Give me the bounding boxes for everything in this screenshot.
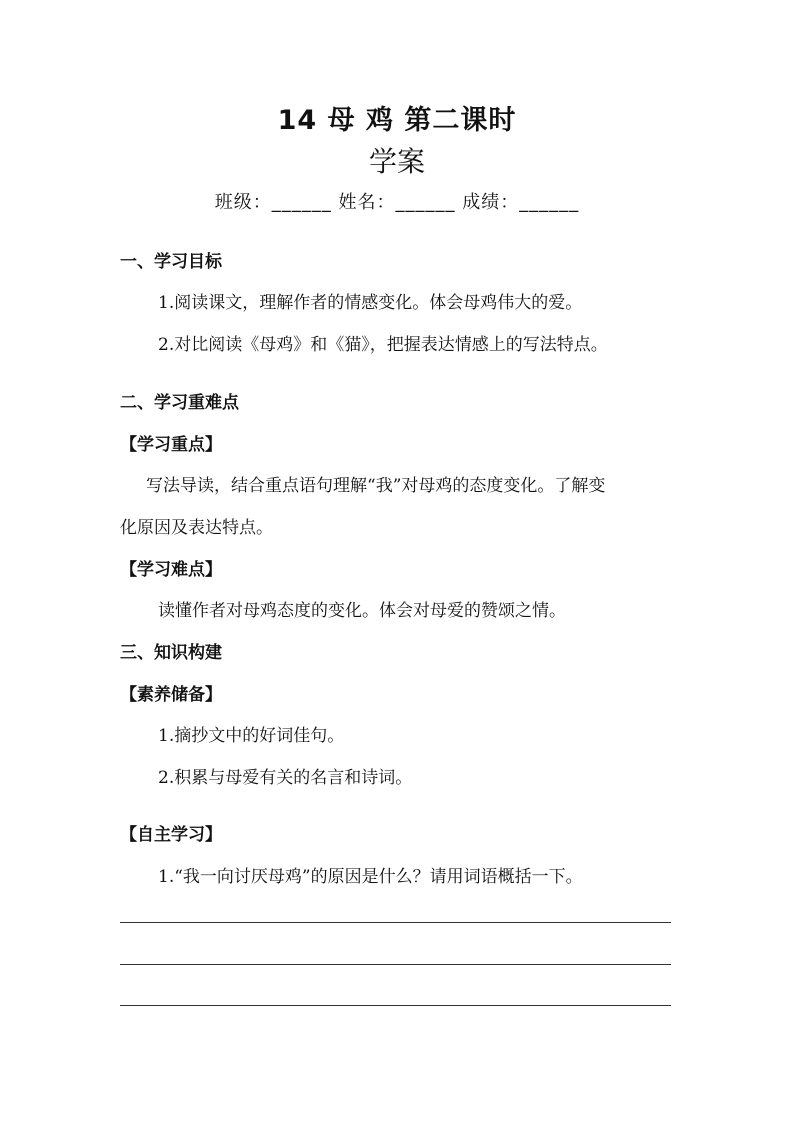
page-title: 14 母 鸡 第二课时 — [277, 105, 517, 136]
goal-item-1: 1.阅读课文，理解作者的情感变化。体会母鸡伟大的爱。 — [158, 293, 583, 313]
section-heading-knowledge: 三、知识构建 — [120, 643, 222, 663]
section-heading-key-points: 二、学习重难点 — [120, 393, 239, 413]
page-subtitle: 学案 — [368, 145, 425, 178]
label-difficulty: 【学习难点】 — [120, 560, 222, 580]
label-key-point: 【学习重点】 — [120, 435, 222, 455]
self-study-question-1: 1.“我一向讨厌母鸡”的原因是什么？请用词语概括一下。 — [158, 867, 583, 887]
key-point-text-line-1: 写法导读，结合重点语句理解“我”对母鸡的态度变化。了解变 — [146, 476, 606, 496]
section-heading-goals: 一、学习目标 — [120, 252, 222, 272]
answer-line[interactable] — [120, 922, 671, 923]
preparation-item-1: 1.摘抄文中的好词佳句。 — [158, 726, 345, 746]
difficulty-text: 读懂作者对母鸡态度的变化。体会对母爱的赞颂之情。 — [158, 601, 566, 621]
student-info-line: 班级：______ 姓名：______ 成绩：______ — [214, 192, 580, 213]
label-self-study: 【自主学习】 — [120, 825, 222, 845]
answer-line[interactable] — [120, 1005, 671, 1006]
preparation-item-2: 2.积累与母爱有关的名言和诗词。 — [158, 768, 413, 788]
goal-item-2: 2.对比阅读《母鸡》和《猫》，把握表达情感上的写法特点。 — [158, 335, 608, 355]
key-point-text-line-2: 化原因及表达特点。 — [120, 518, 273, 538]
label-preparation: 【素养储备】 — [120, 685, 222, 705]
answer-line[interactable] — [120, 964, 671, 965]
